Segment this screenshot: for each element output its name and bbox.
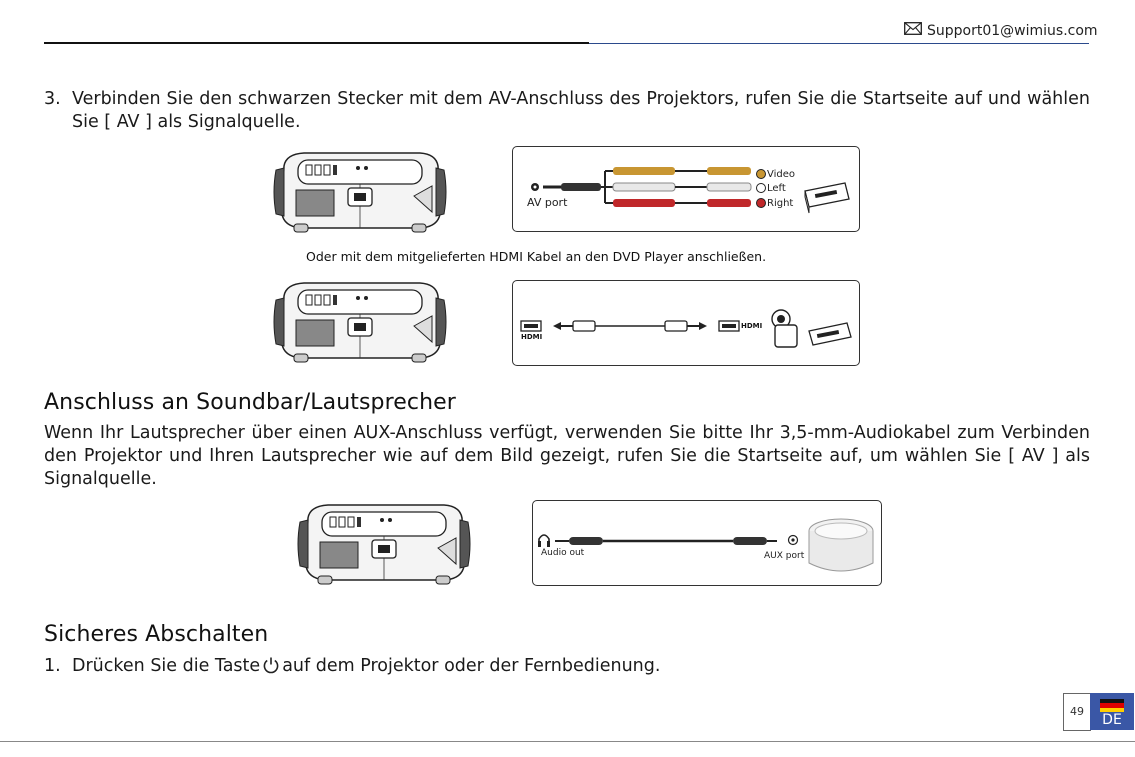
speaker-text: Wenn Ihr Lautsprecher über einen AUX-Anschluss verfügt, verwenden Sie bitte Ihr 3,5-mm-Audiokabel zum Verbinden den Projektor und Ihren Lautsprecher wie auf dem Bild gezeigt, rufen Sie die Startseite auf, um wählen Sie [ AV ] als Signalquelle. [44, 423, 1090, 489]
av-cable-diagram [512, 146, 860, 232]
section-title-shutdown: Sicheres Abschalten [44, 622, 269, 647]
header-rule-accent [589, 43, 1089, 44]
support-email[interactable]: Support01@wimius.com [927, 22, 1098, 39]
audio-out-label: Audio out [541, 548, 585, 558]
left-label: Left [767, 183, 786, 194]
german-flag-icon [1100, 699, 1124, 712]
projector-back-image [272, 148, 448, 234]
shutdown-text-before: Drücken Sie die Taste [72, 656, 261, 676]
page-number: 49 [1063, 693, 1091, 731]
step-number: 3. [44, 89, 61, 109]
section-title-speaker: Anschluss an Soundbar/Lautsprecher [44, 390, 456, 415]
language-code: DE [1102, 712, 1122, 728]
shutdown-step-text [72, 655, 660, 681]
hdmi-cable-diagram [512, 280, 860, 366]
header-rule [44, 42, 589, 44]
audio-cable-diagram [532, 500, 882, 586]
hdmi-note: Oder mit dem mitgelieferten HDMI Kabel an den DVD Player anschließen. [306, 249, 767, 264]
av-step-text: Verbinden Sie den schwarzen Stecker mit dem AV-Anschluss des Projektors, rufen Sie die Startseite auf und wählen Sie [ AV ] als Signalquelle. [72, 89, 1090, 132]
av-port-label: AV port [527, 196, 568, 209]
projector-back-image [272, 278, 448, 364]
right-label: Right [767, 198, 794, 209]
aux-port-label: AUX port [764, 551, 805, 561]
footer-rule [0, 741, 1135, 742]
language-badge [1090, 693, 1134, 730]
projector-back-image [296, 500, 472, 586]
video-label: Video [767, 169, 796, 180]
mail-icon [904, 22, 922, 39]
support-contact [904, 22, 1098, 39]
hdmi-label-left: HDMI [521, 333, 543, 341]
shutdown-text-after: auf dem Projektor oder der Fernbedienung. [282, 656, 661, 676]
shutdown-step-number: 1. [44, 656, 61, 676]
power-icon [262, 656, 280, 681]
hdmi-label-right: HDMI [741, 322, 763, 330]
